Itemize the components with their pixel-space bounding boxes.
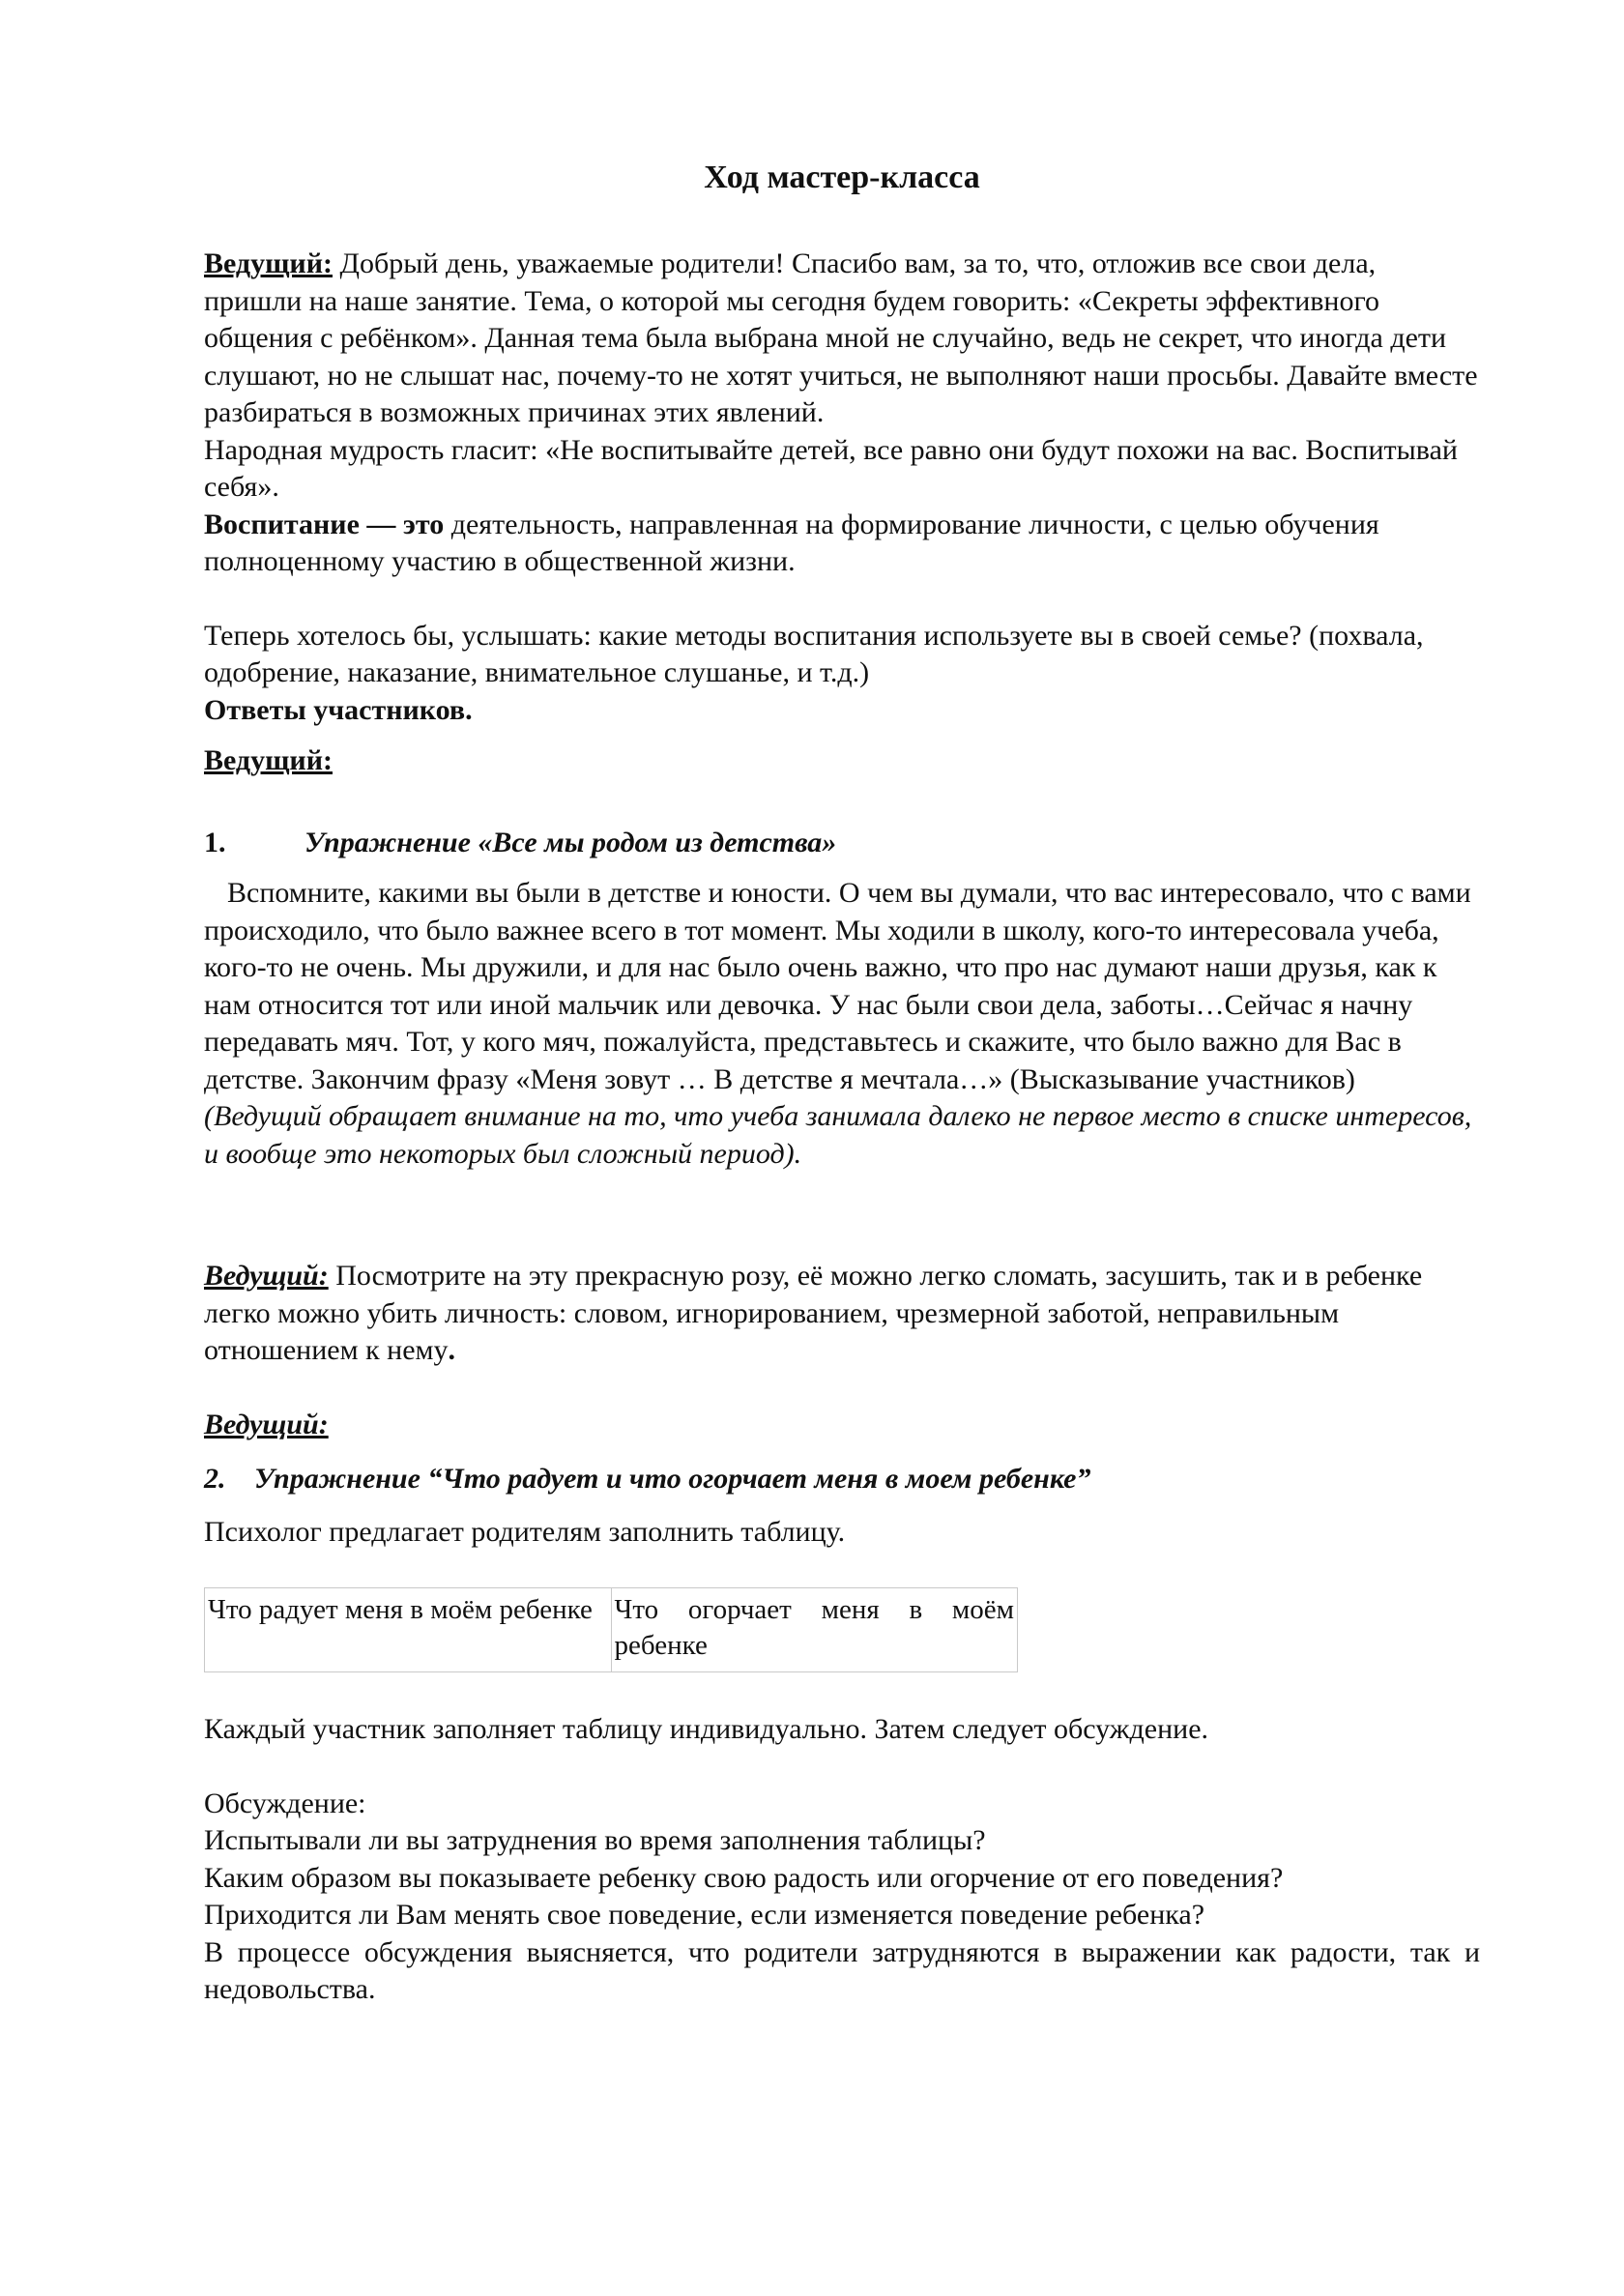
exercise1-number: 1. <box>204 826 226 858</box>
exercise2-heading <box>204 1461 1480 1498</box>
exercise2-number: 2. <box>204 1463 226 1495</box>
rose-end: . <box>448 1334 456 1366</box>
intro-paragraph <box>204 246 1480 432</box>
definition-term: Воспитание — это <box>204 508 445 540</box>
speaker-heading-3: Ведущий: <box>204 1408 329 1440</box>
discussion-question-3: Приходится ли Вам менять свое поведение, если изменяется поведение ребенка? <box>204 1899 1205 1931</box>
rose-paragraph <box>204 1258 1480 1370</box>
discussion-label: Обсуждение: <box>204 1787 366 1819</box>
table-cell-sad[interactable]: Что огорчает меня в моём ребенке <box>611 1588 1018 1672</box>
wisdom-paragraph: Народная мудрость гласит: «Не воспитывайте детей, все равно они будут похожи на вас. Воспитывай себя». <box>204 433 1458 503</box>
discussion-conclusion: В процессе обсуждения выясняется, что родители затрудняются в выражении как радости, так и недовольства. <box>204 1935 1480 2005</box>
definition-paragraph <box>204 507 1480 581</box>
definition-text: деятельность, направленная на формирование личности, с целью обучения полноценному участию в общественной жизни. <box>204 508 1379 577</box>
document-body <box>204 145 1480 2009</box>
discussion-question-1: Испытывали ли вы затруднения во время заполнения таблицы? <box>204 1824 986 1856</box>
exercise1-heading <box>204 825 1480 862</box>
speaker-heading-2: Ведущий: <box>204 744 333 776</box>
exercise2-after: Каждый участник заполняет таблицу индивидуально. Затем следует обсуждение. <box>204 1713 1209 1745</box>
discussion-question-2: Каким образом вы показываете ребенку свою радость или огорчение от его поведения? <box>204 1861 1284 1894</box>
exercise1-name: Упражнение «Все мы родом из детства» <box>304 826 837 858</box>
answers-label: Ответы участников. <box>204 693 473 726</box>
rose-speaker-label: Ведущий: <box>204 1260 329 1292</box>
exercise1-note: (Ведущий обращает внимание на то, что учеба занимала далеко не первое место в списке интересов, и вообще это некоторых был сложный период). <box>204 1100 1472 1170</box>
exercise2-intro: Психолог предлагает родителям заполнить таблицу. <box>204 1515 846 1548</box>
spacer <box>204 581 1480 618</box>
table-row <box>205 1588 1018 1672</box>
speaker-label: Ведущий: <box>204 247 333 279</box>
exercise2-name: Упражнение “Что радует и что огорчает меня в моем ребенке” <box>254 1463 1091 1495</box>
exercise1-text: Вспомните, какими вы были в детстве и юности. О чем вы думали, что вас интересовало, что с вами происходило, что было важнее всего в тот момент. Мы ходили в школу, кого-то интересовала учеба, кого-то не очень. Мы дружили, и для нас было очень важно, что про нас думают наши друзья, как к нам относится тот или иной мальчик или девочка. У нас были свои дела, заботы…Сейчас я начну передавать мяч. Тот, у кого мяч, пожалуйста, представьтесь и скажите, что было важно для Вас в детстве. Закончим фразу «Меня зовут … В детстве я мечтала…» (Высказывание участников) <box>204 877 1471 1095</box>
question-paragraph: Теперь хотелось бы, услышать: какие методы воспитания используете вы в своей семье? (похвала, одобрение, наказание, внимательное слушанье, и т.д.) <box>204 619 1424 688</box>
table-cell-joy[interactable]: Что радует меня в моём ребенке <box>205 1588 612 1672</box>
intro-text: Добрый день, уважаемые родители! Спасибо вам, за то, что, отложив все свои дела, пришли на наше занятие. Тема, о которой мы сегодня будем говорить: «Секреты эффективного общения с ребёнком». Данная тема была выбрана мной не случайно, ведь не секрет, что иногда дети слушают, но не слышат нас, почему-то не хотят учиться, не выполняют наши просьбы. Давайте вместе разбираться в возможных причинах этих явлений. <box>204 247 1478 428</box>
rose-text: Посмотрите на эту прекрасную розу, её можно легко сломать, засушить, так и в ребенке легко можно убить личность: словом, игнорированием, чрезмерной заботой, неправильным отношением к нему <box>204 1260 1423 1366</box>
fill-table <box>204 1587 1018 1672</box>
page-title: Ход мастер-класса <box>704 160 980 195</box>
